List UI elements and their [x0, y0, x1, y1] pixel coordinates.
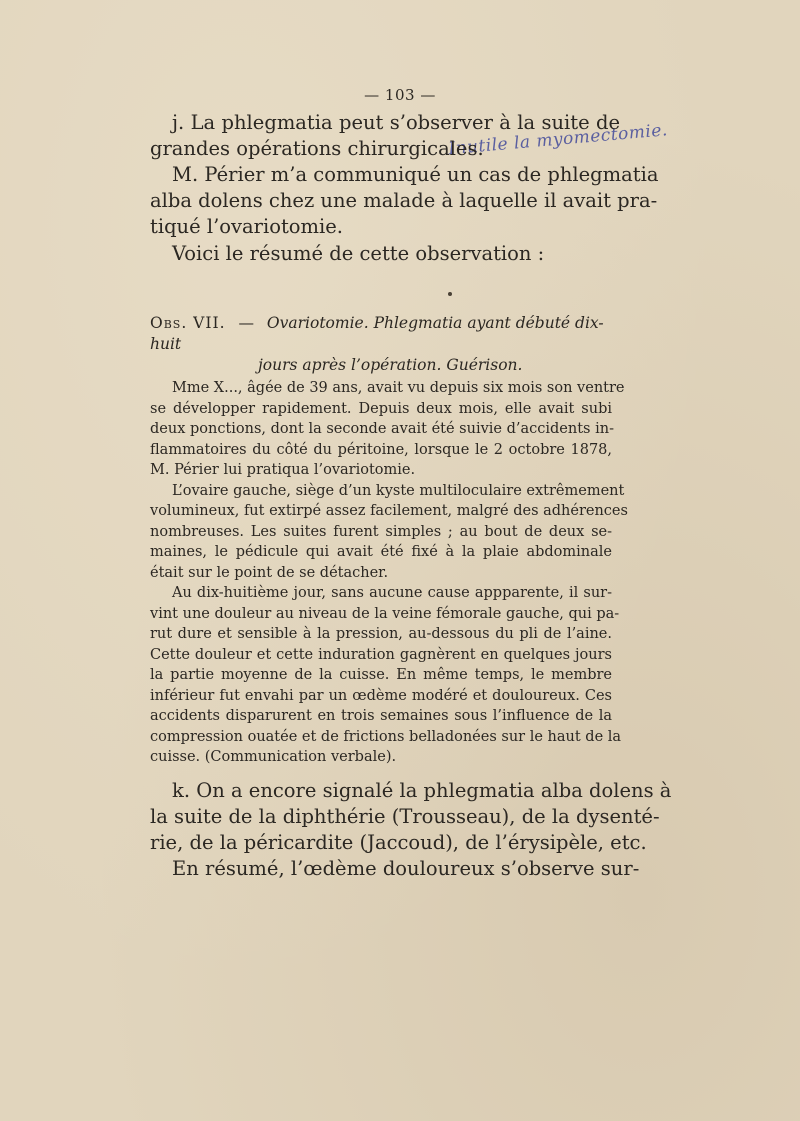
observation-title-1: Ovariotomie. Phlegmatia ayant débuté dix-huit [150, 314, 604, 353]
page-number: — 103 — [364, 86, 436, 104]
handwritten-annotation: Inutile la myomectomie. [447, 120, 669, 160]
text-line: nombreuses. Les suites furent simples ; au bout de deux se- [150, 523, 612, 540]
text-line: Au dix-huitième jour, sans aucune cause appparente, il sur- [172, 585, 612, 601]
paragraph-j-line [150, 136, 620, 162]
text-line: était sur le point de se détacher. [150, 564, 389, 581]
text-line: j. La phlegmatia peut s’observer à la suite de [172, 111, 620, 134]
text-line: cuisse. (Communication verbale). [150, 749, 397, 765]
ornament-dot [448, 292, 452, 296]
paragraph-k [150, 778, 672, 882]
text-line: compression ouatée et de frictions belladonées sur le haut de la [150, 728, 622, 745]
text-line: accidents disparurent en trois semaines sous l’influence de la [150, 708, 612, 724]
paragraph-j-line [150, 110, 620, 136]
text-line: se développer rapidement. Depuis deux mois, elle avait subi [150, 400, 612, 417]
text-line: M. Périer lui pratiqua l’ovariotomie. [150, 462, 416, 478]
text-line: En résumé, l’œdème douloureux s’observe sur- [172, 857, 640, 880]
paragraph-resume [150, 241, 620, 267]
text-line: L’ovaire gauche, siège d’un kyste multiloculaire extrêmement [172, 482, 625, 499]
text-line: Mme X..., âgée de 39 ans, avait vu depuis six mois son ventre [172, 380, 625, 396]
text-line: k. On a encore signalé la phlegmatia alba dolens à [172, 779, 672, 802]
observation-title-2: jours après l’opération. Guérison. [258, 356, 523, 374]
text-line: Cette douleur et cette induration gagnèrent en quelques jours [150, 646, 612, 663]
text-line: M. Périer m’a communiqué un cas de phlegmatia [172, 163, 659, 186]
observation-dash: — [238, 314, 254, 332]
observation-label: Obs. VII. [150, 314, 226, 332]
observation-heading [150, 313, 620, 376]
text-line: tiqué l’ovariotomie. [150, 215, 344, 238]
text-line: flammatoires du côté du péritoine, lorsque le 2 octobre 1878, [150, 441, 612, 458]
text-line: rut dure et sensible à la pression, au-dessous du pli de l’aine. [150, 626, 612, 642]
text-line: vint une douleur au niveau de la veine fémorale gauche, qui pa- [150, 605, 620, 622]
text-line: deux ponctions, dont la seconde avait été suivie d’accidents in- [150, 421, 614, 437]
paragraph-perier [150, 162, 659, 240]
text-line: grandes opérations chirurgicales. [150, 137, 484, 160]
text-line: inférieur fut envahi par un œdème modéré et douloureux. Ces [150, 687, 612, 704]
text-line: alba dolens chez une malade à laquelle il avait pra- [150, 189, 658, 212]
text-line: la partie moyenne de la cuisse. En même temps, le membre [150, 667, 612, 683]
text-line: volumineux, fut extirpé assez facilement, malgré des adhérences [150, 503, 628, 519]
text-line: rie, de la péricardite (Jaccoud), de l’érysipèle, etc. [150, 831, 647, 854]
text-line: maines, le pédicule qui avait été fixé à la plaie abdominale [150, 544, 612, 560]
text-line: Voici le résumé de cette observation : [172, 242, 545, 265]
case-report [150, 378, 628, 768]
text-line: la suite de la diphthérie (Trousseau), de la dysenté- [150, 805, 660, 828]
paragraph-j [150, 110, 620, 162]
